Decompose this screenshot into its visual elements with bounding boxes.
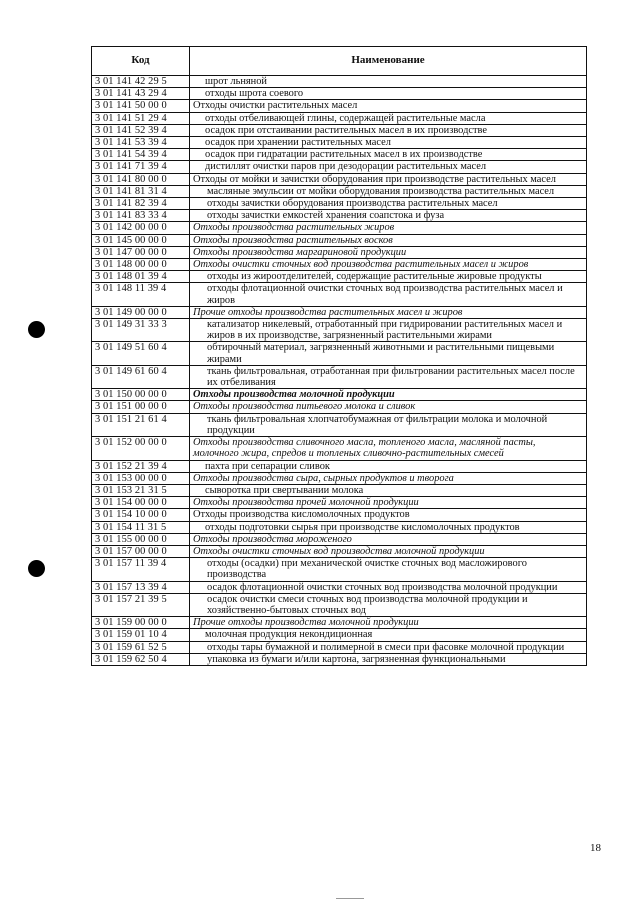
waste-code: 3 01 141 81 31 4: [92, 185, 190, 197]
table-row: [92, 581, 587, 593]
page-number: 18: [590, 842, 601, 854]
waste-code: 3 01 145 00 00 0: [92, 234, 190, 246]
waste-name: Отходы очистки сточных вод производства молочной продукции: [190, 545, 587, 557]
waste-name: Отходы производства прочей молочной продукции: [190, 497, 587, 509]
waste-code: 3 01 153 00 00 0: [92, 472, 190, 484]
waste-name: Отходы производства маргариновой продукции: [190, 246, 587, 258]
waste-code: 3 01 141 43 29 4: [92, 88, 190, 100]
waste-name: отходы отбеливающей глины, содержащей растительные масла: [190, 112, 587, 124]
table-row: [92, 533, 587, 545]
waste-name: отходы зачистки емкостей хранения соапстока и фуза: [190, 210, 587, 222]
waste-name: отходы зачистки оборудования производства растительных масел: [190, 198, 587, 210]
waste-code: 3 01 154 11 31 5: [92, 521, 190, 533]
waste-name: Отходы производства растительных жиров: [190, 222, 587, 234]
table-row: [92, 246, 587, 258]
waste-code: 3 01 153 21 31 5: [92, 484, 190, 496]
table-row: [92, 342, 587, 365]
waste-name: дистиллят очистки паров при дезодорации растительных масел: [190, 161, 587, 173]
waste-code: 3 01 154 00 00 0: [92, 497, 190, 509]
waste-code: 3 01 148 00 00 0: [92, 259, 190, 271]
waste-name: отходы из жироотделителей, содержащие растительные жировые продукты: [190, 271, 587, 283]
waste-code: 3 01 141 53 39 4: [92, 137, 190, 149]
table-row: [92, 365, 587, 388]
table-header-row: [92, 47, 587, 76]
table-row: [92, 306, 587, 318]
waste-code: 3 01 141 71 39 4: [92, 161, 190, 173]
waste-name: Отходы от мойки и зачистки оборудования при производстве растительных масел: [190, 173, 587, 185]
table-row: [92, 413, 587, 436]
waste-name: Отходы производства молочной продукции: [190, 389, 587, 401]
table-row: [92, 521, 587, 533]
waste-code: 3 01 148 01 39 4: [92, 271, 190, 283]
waste-name: отходы (осадки) при механической очистке сточных вод масложирового производства: [190, 558, 587, 581]
punch-hole-bottom: [28, 560, 45, 577]
waste-name: Прочие отходы производства молочной продукции: [190, 617, 587, 629]
scan-mark: [336, 898, 364, 899]
table-row: [92, 259, 587, 271]
table-row: [92, 593, 587, 616]
header-code: Код: [92, 47, 190, 76]
waste-code: 3 01 159 61 52 5: [92, 641, 190, 653]
waste-name: осадок при гидратации растительных масел в их производстве: [190, 149, 587, 161]
table-row: [92, 271, 587, 283]
waste-code: 3 01 157 11 39 4: [92, 558, 190, 581]
table-row: [92, 437, 587, 460]
table-row: [92, 509, 587, 521]
table-row: [92, 112, 587, 124]
waste-code: 3 01 155 00 00 0: [92, 533, 190, 545]
waste-code: 3 01 142 00 00 0: [92, 222, 190, 234]
table-row: [92, 472, 587, 484]
table-row: [92, 283, 587, 306]
table-row: [92, 641, 587, 653]
waste-name: Отходы производства питьевого молока и сливок: [190, 401, 587, 413]
table-row: [92, 137, 587, 149]
waste-name: отходы шрота соевого: [190, 88, 587, 100]
waste-code: 3 01 150 00 00 0: [92, 389, 190, 401]
waste-name: ткань фильтровальная хлопчатобумажная от фильтрации молока и молочной продукции: [190, 413, 587, 436]
waste-name: обтирочный материал, загрязненный животными и растительными пищевыми жирами: [190, 342, 587, 365]
table-row: [92, 76, 587, 88]
waste-name: осадок при хранении растительных масел: [190, 137, 587, 149]
punch-hole-top: [28, 321, 45, 338]
waste-code: 3 01 141 83 33 4: [92, 210, 190, 222]
waste-code: 3 01 159 01 10 4: [92, 629, 190, 641]
waste-name: упаковка из бумаги и/или картона, загрязненная функциональными: [190, 653, 587, 665]
waste-code: 3 01 149 31 33 3: [92, 319, 190, 342]
waste-name: Прочие отходы производства растительных масел и жиров: [190, 306, 587, 318]
table-row: [92, 389, 587, 401]
waste-name: отходы тары бумажной и полимерной в смеси при фасовке молочной продукции: [190, 641, 587, 653]
waste-name: осадок флотационной очистки сточных вод производства молочной продукции: [190, 581, 587, 593]
waste-code: 3 01 141 50 00 0: [92, 100, 190, 112]
table-row: [92, 173, 587, 185]
waste-code: 3 01 141 54 39 4: [92, 149, 190, 161]
waste-code: 3 01 152 00 00 0: [92, 437, 190, 460]
waste-code: 3 01 159 62 50 4: [92, 653, 190, 665]
table-body: [92, 76, 587, 666]
waste-name: отходы подготовки сырья при производстве кисломолочных продуктов: [190, 521, 587, 533]
waste-code: 3 01 157 13 39 4: [92, 581, 190, 593]
waste-name: молочная продукция некондиционная: [190, 629, 587, 641]
table-row: [92, 149, 587, 161]
waste-code: 3 01 141 80 00 0: [92, 173, 190, 185]
table-row: [92, 124, 587, 136]
waste-code: 3 01 151 21 61 4: [92, 413, 190, 436]
waste-name: масляные эмульсии от мойки оборудования производства растительных масел: [190, 185, 587, 197]
waste-code: 3 01 151 00 00 0: [92, 401, 190, 413]
table-row: [92, 222, 587, 234]
waste-code: 3 01 152 21 39 4: [92, 460, 190, 472]
waste-name: осадок очистки смеси сточных вод производства молочной продукции и хозяйственно-бытовых сточных вод: [190, 593, 587, 616]
waste-name: шрот льняной: [190, 76, 587, 88]
waste-name: Отходы производства сыра, сырных продуктов и творога: [190, 472, 587, 484]
table-row: [92, 210, 587, 222]
waste-name: катализатор никелевый, отработанный при гидрировании растительных масел и жиров в их производстве, загрязненный растительными жирами: [190, 319, 587, 342]
header-name: Наименование: [190, 47, 587, 76]
waste-code: 3 01 141 82 39 4: [92, 198, 190, 210]
waste-code: 3 01 149 61 60 4: [92, 365, 190, 388]
table-row: [92, 617, 587, 629]
table-row: [92, 401, 587, 413]
waste-name: Отходы производства кисломолочных продуктов: [190, 509, 587, 521]
waste-name: пахта при сепарации сливок: [190, 460, 587, 472]
waste-code: 3 01 141 52 39 4: [92, 124, 190, 136]
waste-classification-table: [91, 46, 587, 666]
waste-name: ткань фильтровальная, отработанная при фильтровании растительных масел после их отбеливания: [190, 365, 587, 388]
table-row: [92, 629, 587, 641]
waste-code: 3 01 147 00 00 0: [92, 246, 190, 258]
table-row: [92, 100, 587, 112]
waste-name: Отходы очистки сточных вод производства растительных масел и жиров: [190, 259, 587, 271]
table-row: [92, 185, 587, 197]
waste-code: 3 01 157 00 00 0: [92, 545, 190, 557]
table-row: [92, 558, 587, 581]
waste-code: 3 01 148 11 39 4: [92, 283, 190, 306]
waste-code: 3 01 159 00 00 0: [92, 617, 190, 629]
table-row: [92, 198, 587, 210]
waste-name: Отходы очистки растительных масел: [190, 100, 587, 112]
waste-name: Отходы производства мороженого: [190, 533, 587, 545]
waste-name: осадок при отстаивании растительных масел в их производстве: [190, 124, 587, 136]
table-row: [92, 88, 587, 100]
waste-code: 3 01 149 00 00 0: [92, 306, 190, 318]
table-row: [92, 234, 587, 246]
table-row: [92, 460, 587, 472]
table-row: [92, 653, 587, 665]
waste-code: 3 01 141 51 29 4: [92, 112, 190, 124]
waste-code: 3 01 157 21 39 5: [92, 593, 190, 616]
waste-name: сыворотка при свертывании молока: [190, 484, 587, 496]
table-row: [92, 484, 587, 496]
waste-code: 3 01 141 42 29 5: [92, 76, 190, 88]
waste-code: 3 01 154 10 00 0: [92, 509, 190, 521]
waste-name: отходы флотационной очистки сточных вод производства растительных масел и жиров: [190, 283, 587, 306]
table-row: [92, 319, 587, 342]
waste-code: 3 01 149 51 60 4: [92, 342, 190, 365]
table-row: [92, 545, 587, 557]
waste-name: Отходы производства сливочного масла, топленого масла, масляной пасты, молочного жира, спредов и топленых сливочно-растительных смесей: [190, 437, 587, 460]
waste-name: Отходы производства растительных восков: [190, 234, 587, 246]
table-row: [92, 497, 587, 509]
table-row: [92, 161, 587, 173]
